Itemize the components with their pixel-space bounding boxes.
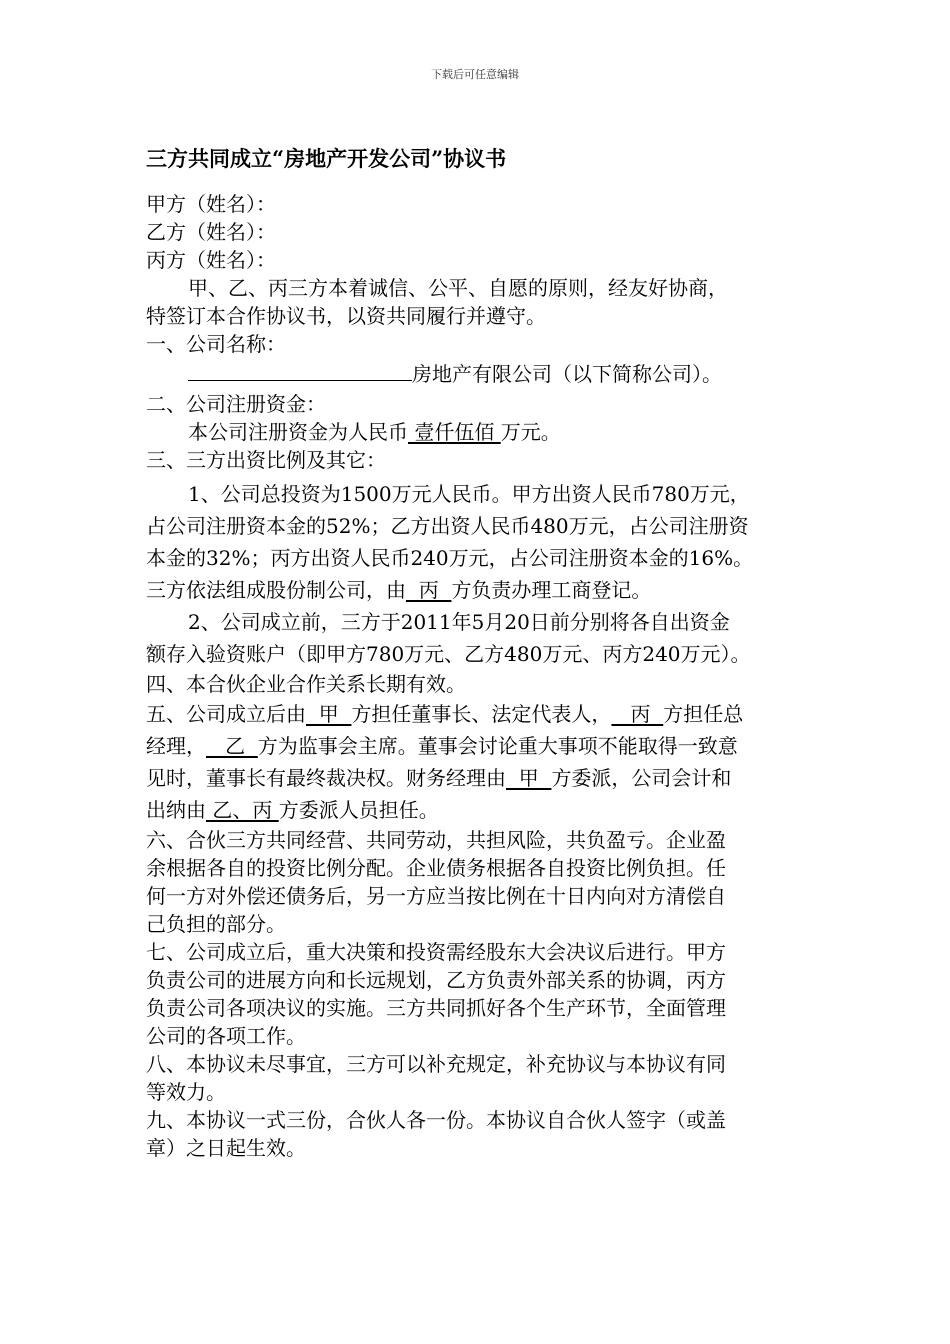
s5-text: 方委派人员担任。 [278, 798, 439, 822]
section-5-line [146, 762, 810, 794]
document-body [146, 190, 810, 1162]
section-5-line [146, 698, 810, 730]
party-a-line: 甲方（姓名）： [146, 192, 276, 216]
investment-line: 占公司注册资本金的52%；乙方出资人民币480万元，占公司注册资 [146, 514, 749, 538]
capital-line [146, 418, 810, 446]
supervisor-party: 乙 [206, 734, 258, 758]
s5-text: 方委派，公司会计和 [551, 766, 732, 790]
investment-line: 本金的32%；丙方出资人民币240万元，占公司注册资本金的16%。 [146, 546, 754, 570]
intro-line: 特签订本合作协议书，以资共同履行并遵守。 [146, 304, 546, 328]
section-7-line: 七、公司成立后，重大决策和投资需经股东大会决议后进行。甲方 [146, 940, 726, 964]
cashier-party: 乙、丙 [206, 798, 279, 822]
registration-pre: 三方依法组成股份制公司，由 [146, 578, 406, 602]
section-6-line: 余根据各自的投资比例分配。企业债务根据各自投资比例负担。任 [146, 856, 726, 880]
intro-line: 甲、乙、丙三方本着诚信、公平、自愿的原则，经友好协商， [188, 276, 728, 300]
section-8-line: 八、本协议未尽事宜，三方可以补充规定，补充协议与本协议有同 [146, 1052, 726, 1076]
deposit-line: 额存入验资账户（即甲方780万元、乙方480万元、丙方240万元）。 [146, 642, 751, 666]
section-1-heading: 一、公司名称： [146, 332, 286, 356]
party-b-line: 乙方（姓名）： [146, 220, 276, 244]
section-3-heading: 三、三方出资比例及其它： [146, 448, 386, 472]
section-9-line: 九、本协议一式三份，合伙人各一份。本协议自合伙人签字（或盖 [146, 1108, 726, 1132]
capital-amount: 壹仟伍佰 [408, 420, 501, 444]
finance-party: 甲 [506, 766, 552, 790]
registration-line [146, 574, 810, 606]
company-name-line [146, 358, 810, 390]
s5-text: 出纳由 [146, 798, 206, 822]
investment-line: 1、公司总投资为1500万元人民币。甲方出资人民币780万元， [188, 482, 750, 506]
capital-pre: 本公司注册资金为人民币 [188, 420, 408, 444]
section-7-line: 负责公司各项决议的实施。三方共同抓好各个生产环节，全面管理 [146, 996, 726, 1020]
section-4: 四、本合伙企业合作关系长期有效。 [146, 672, 466, 696]
section-6-line: 己负担的部分。 [146, 912, 286, 936]
registration-party: 丙 [406, 578, 452, 602]
s5-text: 五、公司成立后由 [146, 702, 306, 726]
section-6-line: 六、合伙三方共同经营、共同劳动，共担风险，共负盈亏。企业盈 [146, 828, 726, 852]
company-name-blank [188, 362, 412, 381]
gm-party: 丙 [611, 702, 664, 726]
capital-post: 万元。 [500, 420, 561, 444]
page-header: 下载后可任意编辑 [431, 68, 519, 81]
section-2-heading: 二、公司注册资金： [146, 392, 326, 416]
section-5-line [146, 794, 810, 826]
s5-text: 经理， [146, 734, 206, 758]
s5-text: 方担任董事长、法定代表人， [351, 702, 612, 726]
document-title: 三方共同成立“房地产开发公司”协议书 [146, 146, 507, 171]
deposit-line: 2、公司成立前，三方于2011年5月20日前分别将各自出资金 [188, 610, 730, 634]
section-9-line: 章）之日起生效。 [146, 1136, 306, 1160]
section-6-line: 何一方对外偿还债务后，另一方应当按比例在十日内向对方清偿自 [146, 884, 726, 908]
registration-post: 方负责办理工商登记。 [451, 578, 652, 602]
s5-text: 方为监事会主席。董事会讨论重大事项不能取得一致意 [257, 734, 738, 758]
s5-text: 见时，董事长有最终裁决权。财务经理由 [146, 766, 506, 790]
section-7-line: 公司的各项工作。 [146, 1024, 306, 1048]
company-name-text: 房地产有限公司（以下简称公司）。 [412, 362, 722, 386]
section-8-line: 等效力。 [146, 1080, 226, 1104]
chairman-party: 甲 [306, 702, 352, 726]
s5-text: 方担任总 [663, 702, 744, 726]
section-5-line [146, 730, 810, 762]
section-7-line: 负责公司的进展方向和长远规划，乙方负责外部关系的协调，丙方 [146, 968, 726, 992]
party-c-line: 丙方（姓名）： [146, 248, 276, 272]
